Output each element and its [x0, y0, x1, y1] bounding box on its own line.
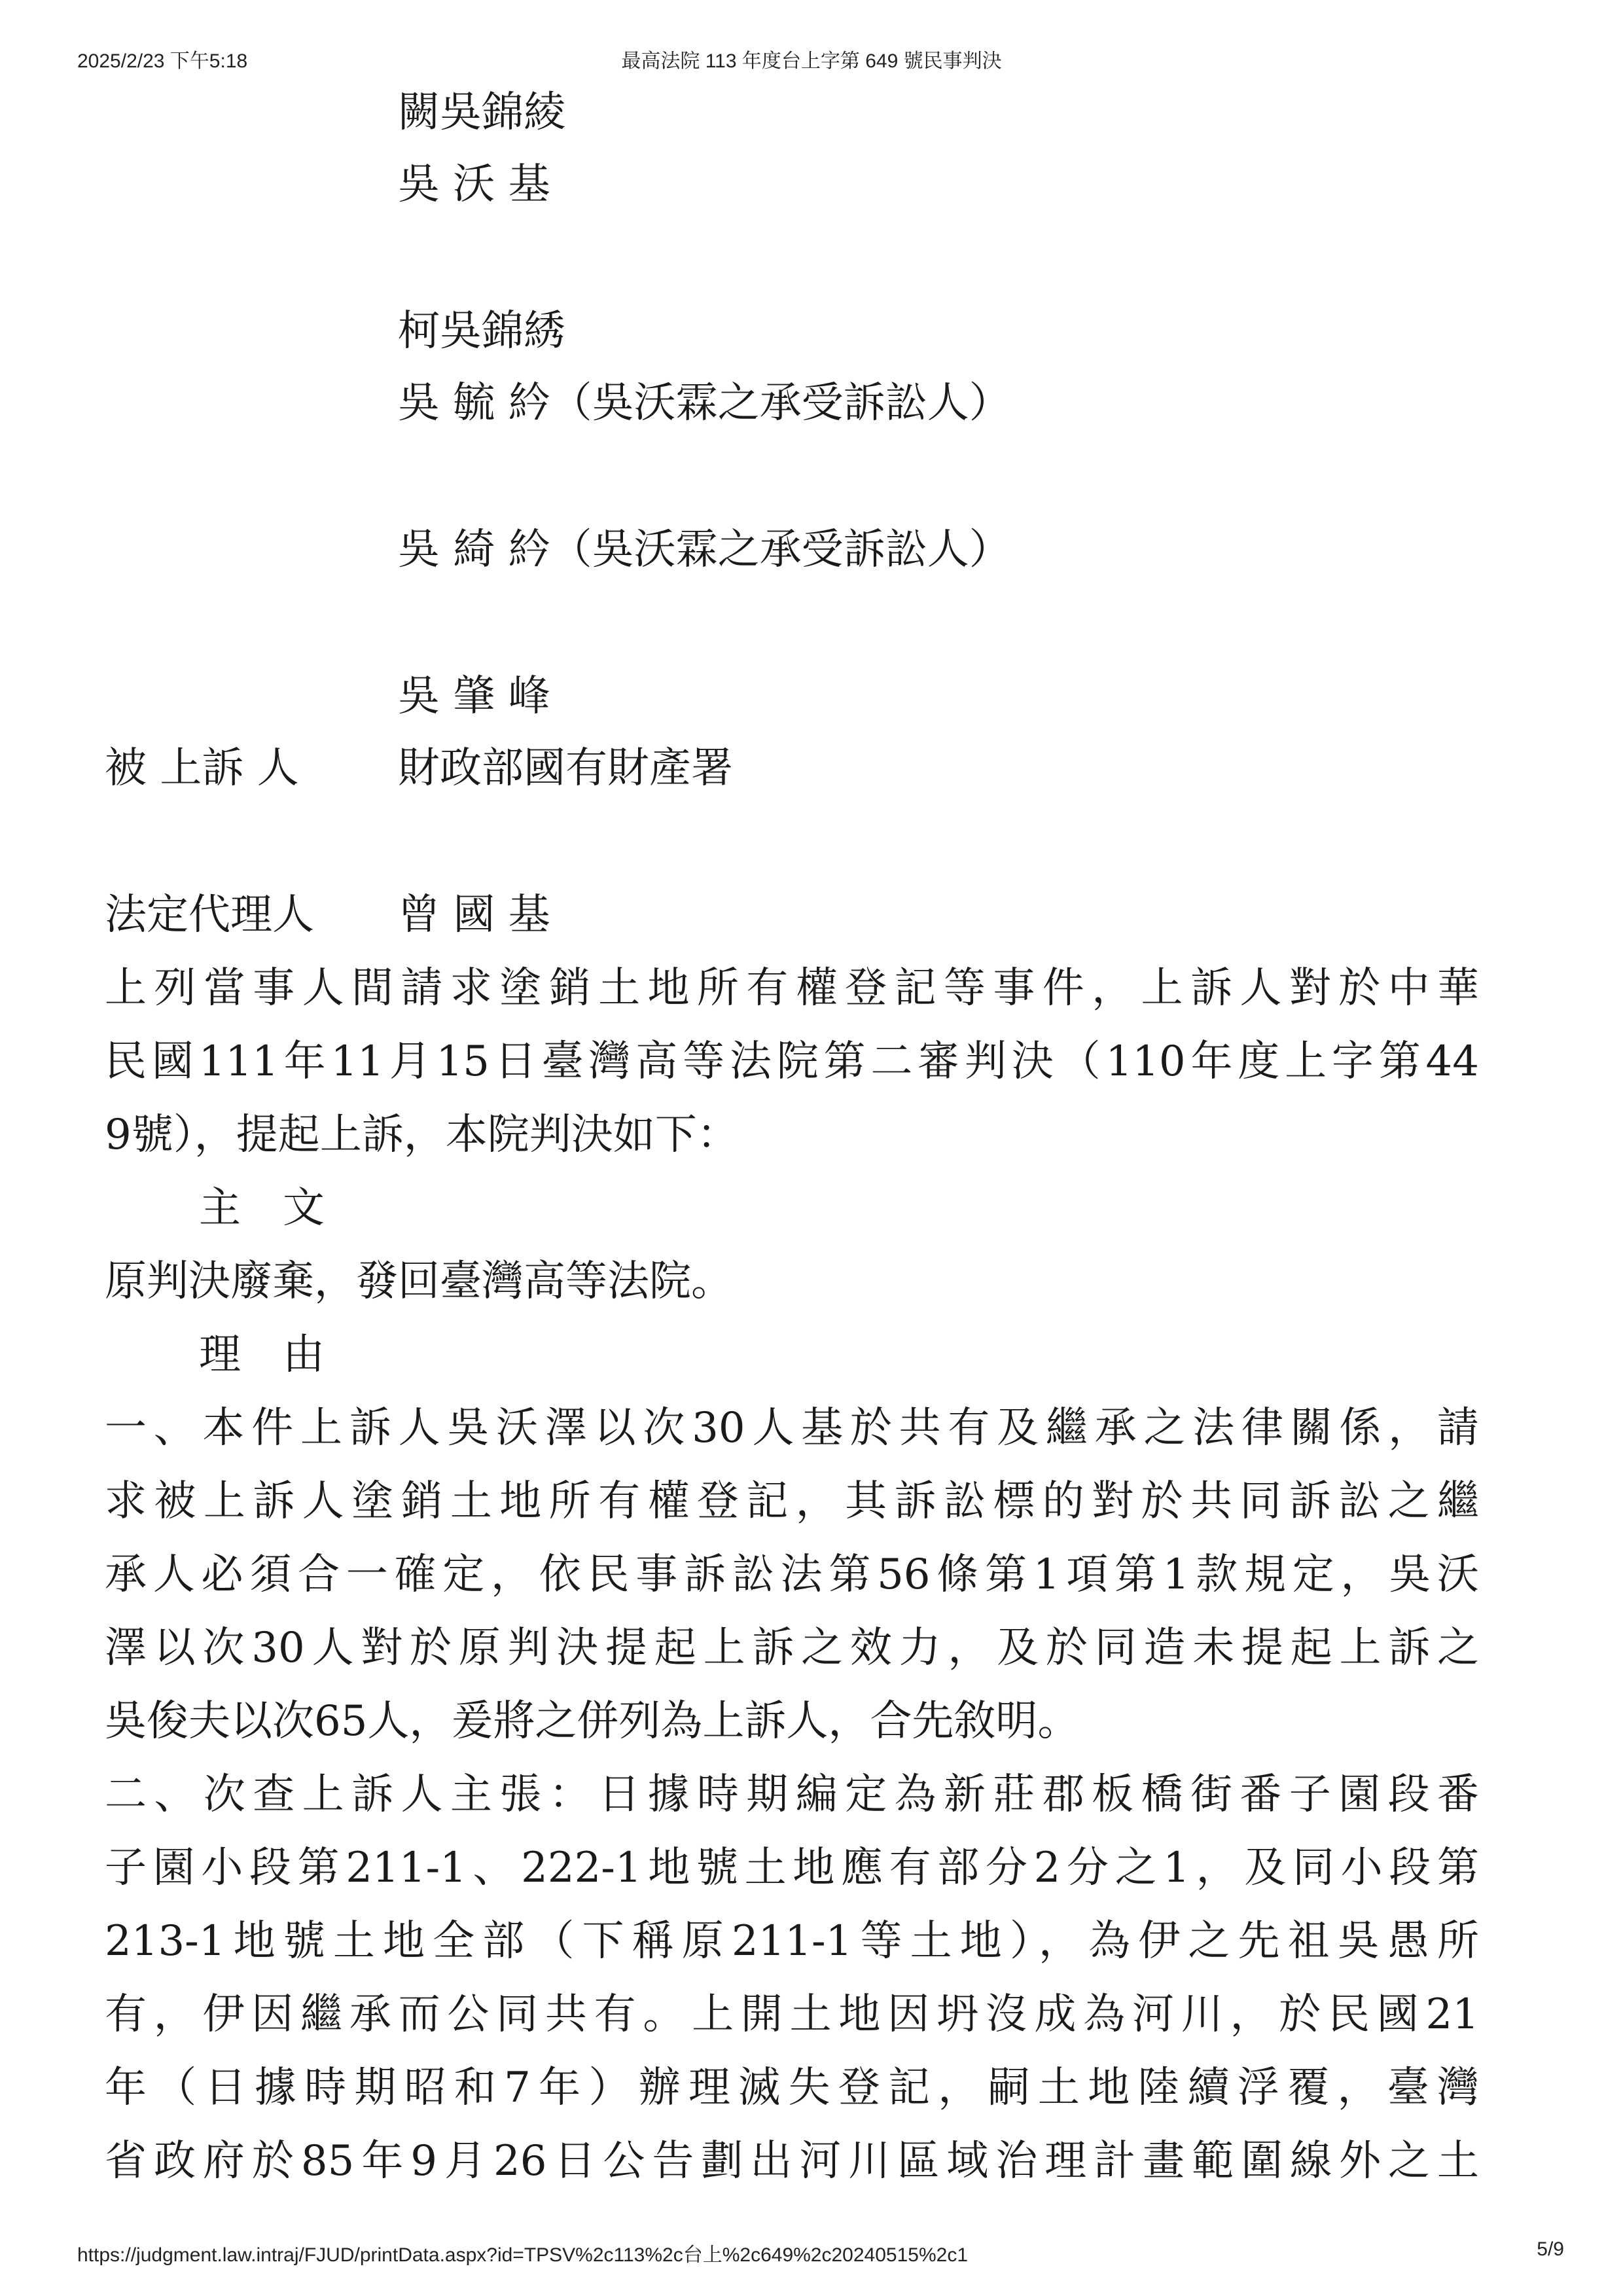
reason-line: 年（日據時期昭和7年）辦理滅失登記，嗣土地陸續浮覆，臺灣 [105, 2064, 1479, 2112]
reason-line: 澤以次30人對於原判決提起上訴之效力，及於同造未提起上訴之 [105, 1624, 1479, 1672]
reason-line: 子園小段第211-1、222-1地號土地應有部分2分之1，及同小段第 [105, 1844, 1479, 1892]
reason-line: 一、本件上訴人吳沃澤以次30人基於共有及繼承之法律關係，請 [105, 1404, 1479, 1452]
print-timestamp: 2025/2/23 下午5:18 [77, 50, 248, 72]
appellee-name: 財政部國有財產署 [398, 744, 733, 793]
party-name: 柯吳錦綉 [398, 307, 565, 355]
reason-line: 省政府於85年9月26日公告劃出河川區域治理計畫範圍線外之土 [105, 2137, 1479, 2185]
intro-line: 民國111年11月15日臺灣高等法院第二審判決（110年度上字第44 [105, 1037, 1479, 1086]
appellee-label: 被 上訴 人 [105, 744, 299, 793]
representative-name: 曾 國 基 [398, 891, 550, 939]
main-heading: 主 文 [199, 1184, 325, 1232]
intro-line: 9號），提起上訴，本院判決如下： [105, 1111, 739, 1159]
reason-heading: 理 由 [199, 1331, 325, 1379]
print-url: https://judgment.law.intraj/FJUD/printData.aspx?id=TPSV%2c113%2c台上%2c649%2c20240515%2c1 [77, 2244, 969, 2266]
reason-line: 213-1地號土地全部（下稱原211-1等土地），為伊之先祖吳愚所 [105, 1917, 1479, 1965]
reason-line: 求被上訴人塗銷土地所有權登記，其訴訟標的對於共同訴訟之繼 [105, 1477, 1479, 1526]
main-text: 原判決廢棄，發回臺灣高等法院。 [105, 1257, 733, 1306]
intro-line: 上列當事人間請求塗銷土地所有權登記等事件，上訴人對於中華 [105, 964, 1479, 1013]
print-title: 最高法院 113 年度台上字第 649 號民事判決 [621, 50, 1002, 72]
party-name: 吳 綺 紟（吳沃霖之承受訴訟人） [398, 526, 1011, 574]
reason-line: 承人必須合一確定，依民事訴訟法第56條第1項第1款規定，吳沃 [105, 1551, 1479, 1599]
reason-line: 吳俊夫以次65人，爰將之併列為上訴人，合先敘明。 [105, 1697, 1080, 1746]
party-name: 吳 毓 紟（吳沃霖之承受訴訟人） [398, 379, 1011, 427]
party-name: 吳 肇 峰 [398, 672, 550, 721]
reason-line: 二、次查上訴人主張：日據時期編定為新莊郡板橋街番子園段番 [105, 1770, 1479, 1819]
representative-label: 法定代理人 [105, 891, 314, 939]
party-name: 吳 沃 基 [398, 160, 550, 209]
reason-line: 有，伊因繼承而公同共有。上開土地因坍沒成為河川，於民國21 [105, 1990, 1479, 2039]
party-name: 闕吳錦綾 [398, 88, 565, 137]
page-number: 5/9 [1537, 2238, 1564, 2260]
